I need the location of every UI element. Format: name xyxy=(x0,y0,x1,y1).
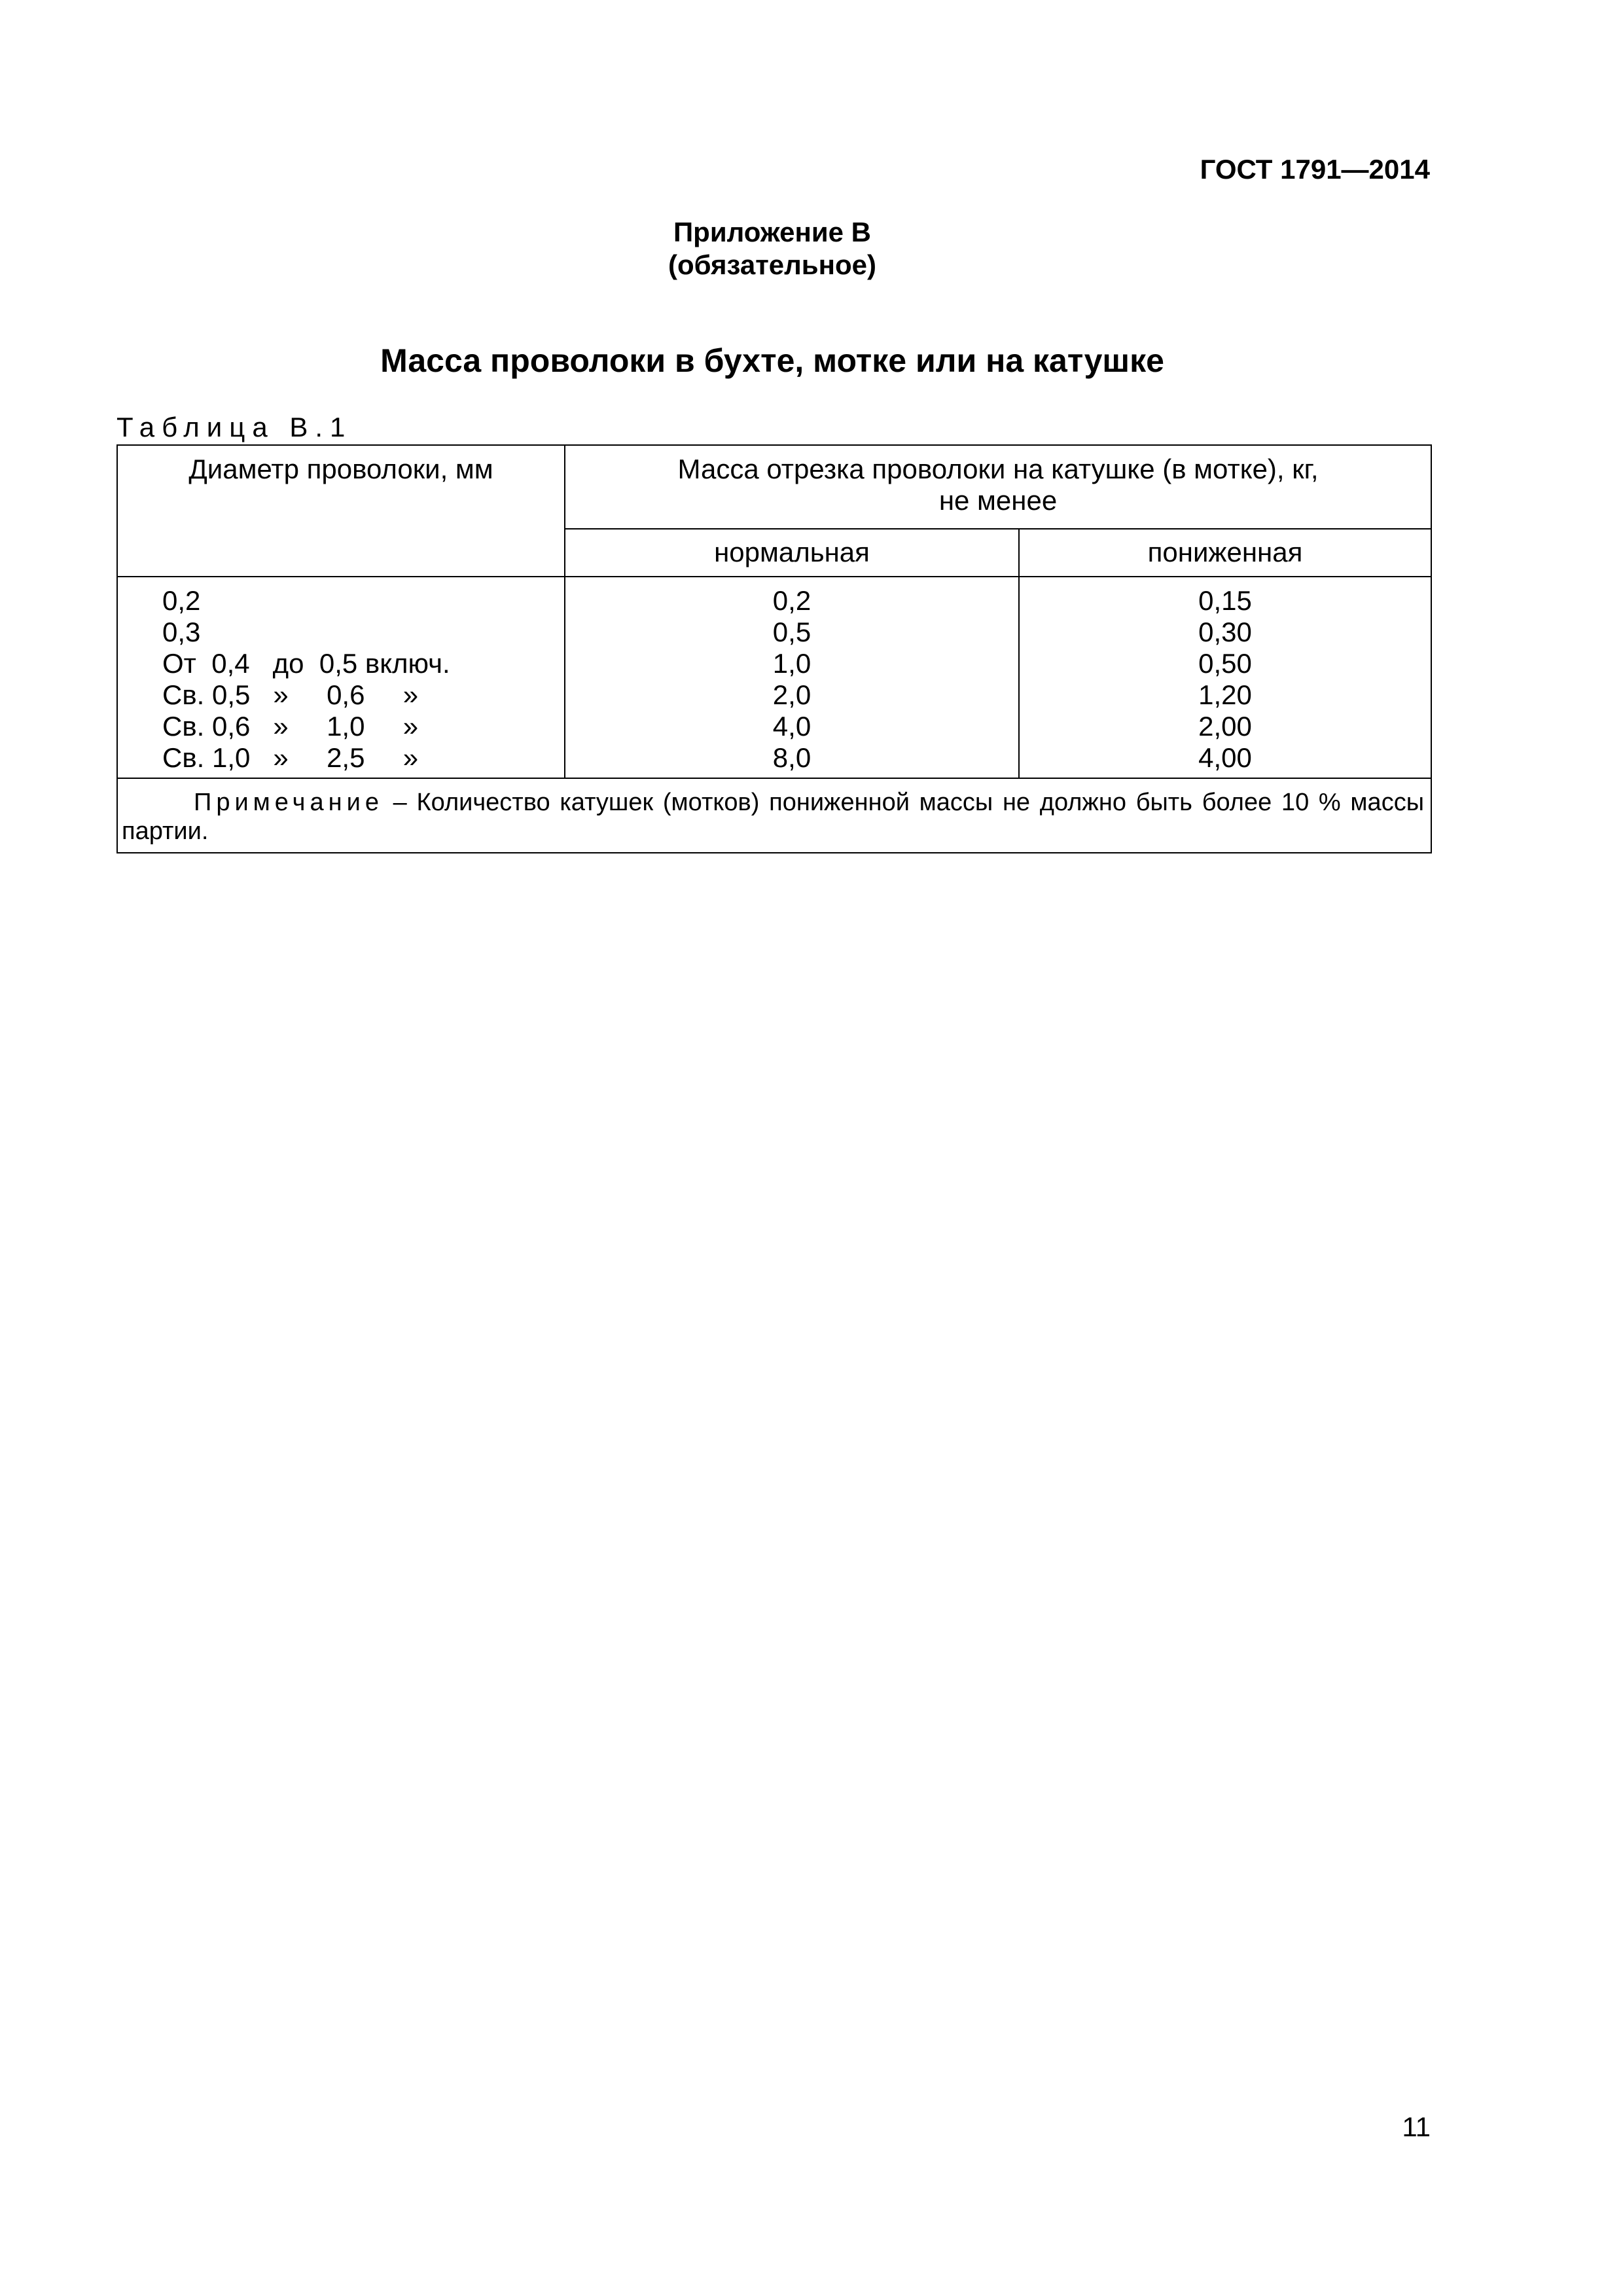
appendix-title: Приложение В xyxy=(673,217,872,247)
table-header-row xyxy=(117,445,1431,529)
standard-id: ГОСТ 1791—2014 xyxy=(1200,154,1430,185)
table-note-row xyxy=(117,778,1431,853)
header-mass-line2: не менее xyxy=(938,485,1058,516)
reduced-mass-value: 4,00 xyxy=(1198,742,1252,773)
diameter-value: Св. 0,6 » 1,0 » xyxy=(162,711,419,742)
wire-mass-table xyxy=(116,444,1432,853)
header-diameter: Диаметр проволоки, мм xyxy=(117,445,565,577)
note-text: – Количество катушек (мотков) пониженной массы не должно быть более 10 % массы партии. xyxy=(122,789,1425,845)
diameter-column xyxy=(117,577,565,778)
normal-mass-value: 8,0 xyxy=(772,742,812,773)
note-label: Примечание xyxy=(194,789,383,816)
appendix-status: (обязательное) xyxy=(668,249,876,280)
normal-mass-value: 0,2 xyxy=(772,585,812,616)
normal-mass-value: 4,0 xyxy=(772,711,812,742)
header-normal: нормальная xyxy=(565,529,1019,577)
diameter-value: От 0,4 до 0,5 включ. xyxy=(162,648,450,679)
reduced-mass-column xyxy=(1019,577,1431,778)
reduced-mass-value: 1,20 xyxy=(1198,679,1252,710)
appendix-heading xyxy=(0,216,1544,281)
reduced-mass-value: 0,50 xyxy=(1198,648,1252,679)
normal-mass-column xyxy=(565,577,1019,778)
header-reduced: пониженная xyxy=(1019,529,1431,577)
header-mass xyxy=(565,445,1431,529)
reduced-mass-value: 0,30 xyxy=(1198,617,1252,647)
table-note xyxy=(117,778,1431,853)
reduced-mass-value: 0,15 xyxy=(1198,585,1252,616)
header-mass-line1: Масса отрезка проволоки на катушке (в мотке), кг, xyxy=(677,454,1319,484)
diameter-value: 0,3 xyxy=(162,617,201,647)
page-number: 11 xyxy=(1402,2111,1431,2142)
diameter-value: Св. 1,0 » 2,5 » xyxy=(162,742,419,773)
table-body-row xyxy=(117,577,1431,778)
diameter-value: 0,2 xyxy=(162,585,201,616)
reduced-mass-value: 2,00 xyxy=(1198,711,1252,742)
normal-mass-value: 1,0 xyxy=(772,648,812,679)
normal-mass-value: 0,5 xyxy=(772,617,812,647)
table-caption: Таблица В.1 xyxy=(116,412,353,442)
document-title: Масса проволоки в бухте, мотке или на катушке xyxy=(380,342,1164,379)
diameter-value: Св. 0,5 » 0,6 » xyxy=(162,679,419,710)
normal-mass-value: 2,0 xyxy=(772,679,812,710)
